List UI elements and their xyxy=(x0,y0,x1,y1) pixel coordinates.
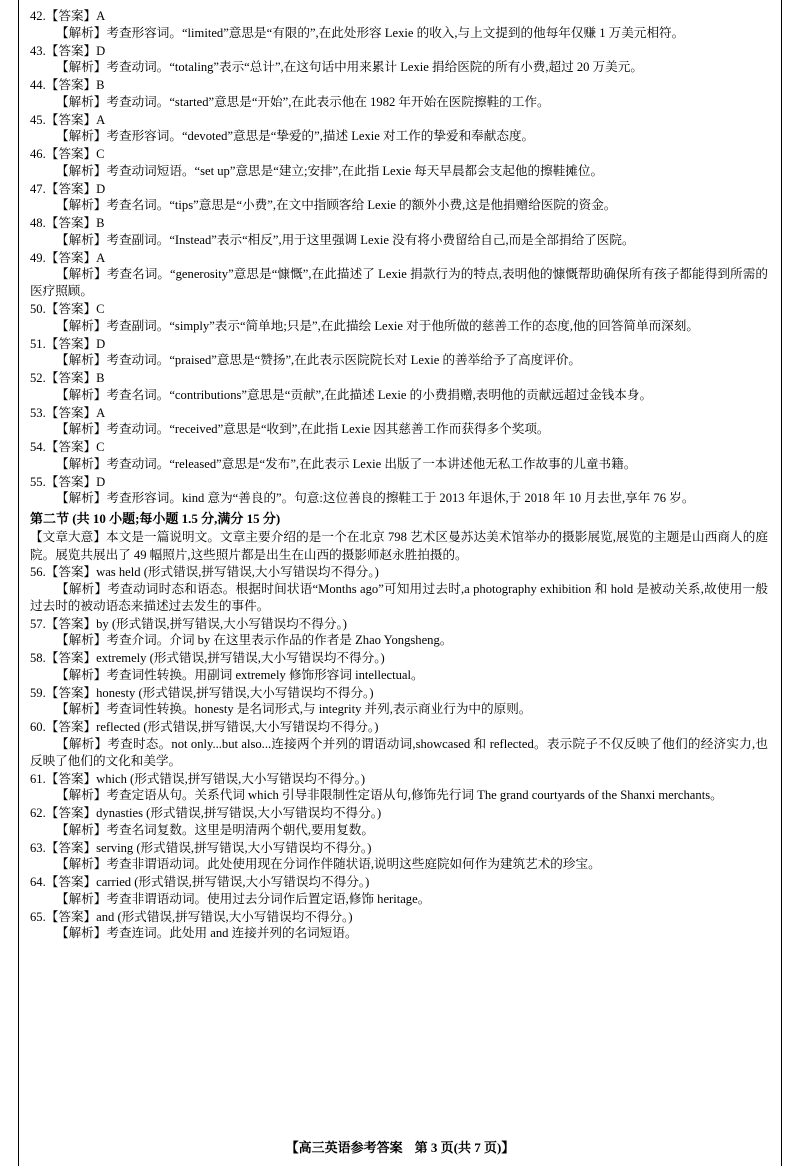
answer-value: B xyxy=(96,371,105,385)
answer-line xyxy=(30,370,768,387)
answer-tag: 【答案】 xyxy=(45,181,97,196)
answer-item xyxy=(30,112,768,146)
explanation-text: 考查形容词。kind 意为“善良的”。句意:这位善良的擦鞋工于 2013 年退休,于 2018 年 10 月去世,享年 76 岁。 xyxy=(106,491,695,505)
answer-item xyxy=(30,301,768,335)
answer-tag: 【答案】 xyxy=(45,250,97,265)
explanation-tag: 【解析】 xyxy=(56,822,107,837)
answer-value: honesty (形式错误,拼写错误,大小写错误均不得分。) xyxy=(96,685,374,700)
explanation-line xyxy=(30,94,768,111)
answer-item xyxy=(30,650,768,684)
explanation-tag: 【解析】 xyxy=(56,318,107,333)
explanation-text: 考查名词复数。这里是明清两个朝代,要用复数。 xyxy=(106,822,374,837)
answer-tag: 【答案】 xyxy=(45,405,97,420)
item-number: 64. xyxy=(30,875,46,889)
footer-title: 【高三英语参考答案 xyxy=(285,1140,403,1155)
explanation-tag: 【解析】 xyxy=(56,491,107,505)
answer-value: which (形式错误,拼写错误,大小写错误均不得分。) xyxy=(96,771,366,786)
explanation-line xyxy=(30,736,768,770)
answer-item xyxy=(30,336,768,370)
explanation-tag: 【解析】 xyxy=(56,25,107,40)
explanation-text: 考查动词。“started”意思是“开始”,在此表示他在 1982 年开始在医院擦鞋的工作。 xyxy=(106,94,550,109)
explanation-tag: 【解析】 xyxy=(56,456,107,471)
answer-item xyxy=(30,840,768,874)
section-heading: 第二节 (共 10 小题;每小题 1.5 分,满分 15 分) xyxy=(30,511,281,526)
explanation-text: 考查词性转换。用副词 extremely 修饰形容词 intellectual。 xyxy=(106,667,424,682)
item-number: 62. xyxy=(30,806,46,820)
item-number: 53. xyxy=(30,405,46,420)
explanation-line xyxy=(30,421,768,438)
answer-tag: 【答案】 xyxy=(45,840,97,855)
answer-line xyxy=(30,112,768,129)
answer-tag: 【答案】 xyxy=(45,909,97,924)
answer-line xyxy=(30,77,768,94)
explanation-text: 考查动词。“received”意思是“收到”,在此指 Lexie 因其慈善工作而获得多个奖项。 xyxy=(106,422,550,436)
explanation-tag: 【解析】 xyxy=(56,232,107,247)
answer-item xyxy=(30,616,768,650)
item-number: 44. xyxy=(30,78,46,92)
answer-line xyxy=(30,439,768,456)
explanation-line xyxy=(30,490,768,507)
explanation-text: 考查形容词。“limited”意思是“有限的”,在此处形容 Lexie 的收入,与上文提到的他每年仅赚 1 万美元相符。 xyxy=(106,25,685,40)
answer-line xyxy=(30,805,768,822)
answer-value: A xyxy=(96,112,106,127)
passage-summary: 【文章大意】本文是一篇说明文。文章主要介绍的是一个在北京 798 艺术区曼苏达美术馆举办的摄影展览,展览的主题是山西商人的庭院。展览共展出了 49 幅照片,这些照片都是出生在山西的摄影师赵永胜拍摄的。 xyxy=(30,530,768,562)
answer-item xyxy=(30,564,768,615)
answer-item xyxy=(30,685,768,719)
item-number: 51. xyxy=(30,336,46,351)
explanation-tag: 【解析】 xyxy=(56,422,107,436)
answer-value: carried (形式错误,拼写错误,大小写错误均不得分。) xyxy=(96,875,370,889)
answer-value: C xyxy=(96,440,105,454)
answer-value: by (形式错误,拼写错误,大小写错误均不得分。) xyxy=(96,616,347,631)
explanation-tag: 【解析】 xyxy=(56,702,107,716)
answer-line xyxy=(30,146,768,163)
answer-item xyxy=(30,771,768,805)
footer-page-number: 第 3 页(共 7 页)】 xyxy=(414,1140,515,1155)
explanation-text: 考查动词。“praised”意思是“赞扬”,在此表示医院院长对 Lexie 的善举给予了高度评价。 xyxy=(106,353,582,367)
explanation-line xyxy=(30,59,768,76)
answer-item xyxy=(30,146,768,180)
answer-tag: 【答案】 xyxy=(45,302,97,316)
answer-tag: 【答案】 xyxy=(45,771,97,786)
answer-line xyxy=(30,685,768,702)
answer-tag: 【答案】 xyxy=(45,651,97,665)
explanation-line xyxy=(30,318,768,335)
explanation-text: 考查动词短语。“set up”意思是“建立;安排”,在此指 Lexie 每天早晨都会支起他的擦鞋摊位。 xyxy=(106,163,604,178)
answer-value: A xyxy=(96,250,106,265)
explanation-tag: 【解析】 xyxy=(56,353,107,367)
explanation-text: 考查形容词。“devoted”意思是“挚爱的”,描述 Lexie 对工作的挚爱和奉献态度。 xyxy=(106,129,535,143)
item-number: 48. xyxy=(30,216,46,230)
page-content xyxy=(26,8,774,942)
answer-item xyxy=(30,719,768,770)
answer-item xyxy=(30,474,768,508)
answer-item xyxy=(30,874,768,908)
answer-line xyxy=(30,250,768,267)
answer-tag: 【答案】 xyxy=(45,616,97,631)
explanation-line xyxy=(30,163,768,180)
answer-item xyxy=(30,77,768,111)
answer-value: D xyxy=(96,43,106,58)
answer-value: reflected (形式错误,拼写错误,大小写错误均不得分。) xyxy=(96,720,379,734)
item-number: 50. xyxy=(30,302,46,316)
item-number: 45. xyxy=(30,112,46,127)
explanation-text: 考查非谓语动词。此处使用现在分词作伴随状语,说明这些庭院如何作为建筑艺术的珍宝。 xyxy=(106,857,601,871)
explanation-line xyxy=(30,352,768,369)
answer-item xyxy=(30,405,768,439)
answer-value: extremely (形式错误,拼写错误,大小写错误均不得分。) xyxy=(96,651,385,665)
explanation-tag: 【解析】 xyxy=(56,667,107,682)
answer-line xyxy=(30,840,768,857)
explanation-tag: 【解析】 xyxy=(56,736,108,751)
explanation-tag: 【解析】 xyxy=(56,891,107,906)
answer-line xyxy=(30,719,768,736)
answer-tag: 【答案】 xyxy=(45,565,97,579)
explanation-line xyxy=(30,128,768,145)
item-number: 60. xyxy=(30,720,46,734)
answer-value: D xyxy=(96,181,106,196)
answer-line xyxy=(30,616,768,633)
explanation-line xyxy=(30,925,768,942)
explanation-text: 考查动词时态和语态。根据时间状语“Months ago”可知用过去时,a photography exhibition 和 hold 是被动关系,故使用一般过去时的被动语态来描述过去发生的事件。 xyxy=(30,581,768,613)
answer-line xyxy=(30,215,768,232)
item-number: 42. xyxy=(30,9,46,23)
answer-line xyxy=(30,474,768,491)
explanation-line xyxy=(30,822,768,839)
item-number: 55. xyxy=(30,474,46,489)
page-frame-left-rule xyxy=(18,0,19,1166)
answer-tag: 【答案】 xyxy=(45,9,97,23)
page-frame-right-rule xyxy=(781,0,782,1166)
item-number: 56. xyxy=(30,565,46,579)
answer-tag: 【答案】 xyxy=(45,875,97,889)
explanation-text: 考查动词。“totaling”表示“总计”,在这句话中用来累计 Lexie 捐给医院的所有小费,超过 20 万美元。 xyxy=(106,60,643,74)
answer-line xyxy=(30,301,768,318)
answer-line xyxy=(30,909,768,926)
answer-tag: 【答案】 xyxy=(45,216,97,230)
explanation-line xyxy=(30,266,768,300)
answer-line xyxy=(30,564,768,581)
answer-tag: 【答案】 xyxy=(45,720,97,734)
answer-tag: 【答案】 xyxy=(45,371,97,385)
explanation-line xyxy=(30,701,768,718)
answer-tag: 【答案】 xyxy=(45,336,97,351)
answer-line xyxy=(30,336,768,353)
explanation-text: 考查名词。“generosity”意思是“慷慨”,在此描述了 Lexie 捐款行为的特点,表明他的慷慨帮助确保所有孩子都能得到所需的医疗照顾。 xyxy=(30,267,768,298)
item-number: 47. xyxy=(30,181,46,196)
answer-item xyxy=(30,439,768,473)
answer-value: A xyxy=(96,9,106,23)
answer-line xyxy=(30,650,768,667)
answer-value: and (形式错误,拼写错误,大小写错误均不得分。) xyxy=(96,909,353,924)
answer-item xyxy=(30,8,768,42)
answer-tag: 【答案】 xyxy=(45,440,97,454)
explanation-tag: 【解析】 xyxy=(56,581,108,596)
explanation-line xyxy=(30,667,768,684)
answer-tag: 【答案】 xyxy=(45,112,97,127)
answer-item xyxy=(30,181,768,215)
answer-item xyxy=(30,370,768,404)
answer-tag: 【答案】 xyxy=(45,78,97,92)
explanation-tag: 【解析】 xyxy=(56,926,107,940)
answer-item xyxy=(30,43,768,77)
explanation-text: 考查非谓语动词。使用过去分词作后置定语,修饰 heritage。 xyxy=(106,891,431,906)
answer-value: C xyxy=(96,147,105,161)
item-number: 59. xyxy=(30,685,46,700)
item-number: 61. xyxy=(30,771,46,786)
item-number: 52. xyxy=(30,371,46,385)
explanation-tag: 【解析】 xyxy=(56,788,107,802)
answer-item xyxy=(30,909,768,943)
explanation-text: 考查副词。“simply”表示“简单地;只是”,在此描绘 Lexie 对于他所做的慈善工作的态度,他的回答简单而深刻。 xyxy=(106,318,699,333)
explanation-text: 考查介词。介词 by 在这里表示作品的作者是 Zhao Yongsheng。 xyxy=(106,633,453,647)
explanation-line xyxy=(30,891,768,908)
explanation-line xyxy=(30,787,768,804)
answer-item xyxy=(30,805,768,839)
answer-value: was held (形式错误,拼写错误,大小写错误均不得分。) xyxy=(96,565,379,579)
explanation-tag: 【解析】 xyxy=(56,387,107,402)
answer-line xyxy=(30,8,768,25)
answer-value: C xyxy=(96,302,105,316)
explanation-line xyxy=(30,581,768,615)
explanation-tag: 【解析】 xyxy=(56,857,107,871)
explanation-text: 考查名词。“tips”意思是“小费”,在文中指顾客给 Lexie 的额外小费,这是他捐赠给医院的资金。 xyxy=(106,198,617,212)
item-number: 58. xyxy=(30,651,46,665)
explanation-text: 考查副词。“Instead”表示“相反”,用于这里强调 Lexie 没有将小费留给自己,而是全部捐给了医院。 xyxy=(106,232,635,247)
explanation-tag: 【解析】 xyxy=(56,94,107,109)
explanation-line xyxy=(30,387,768,404)
explanation-line xyxy=(30,632,768,649)
explanation-text: 考查定语从句。关系代词 which 引导非限制性定语从句,修饰先行词 The grand courtyards of the Shanxi merchants。 xyxy=(106,788,723,802)
answer-line xyxy=(30,874,768,891)
explanation-line xyxy=(30,232,768,249)
answer-line xyxy=(30,771,768,788)
answer-value: D xyxy=(96,336,106,351)
explanation-tag: 【解析】 xyxy=(56,198,107,212)
answer-item xyxy=(30,250,768,301)
answer-item xyxy=(30,215,768,249)
answer-tag: 【答案】 xyxy=(45,43,97,58)
explanation-text: 考查连词。此处用 and 连接并列的名词短语。 xyxy=(106,926,358,940)
explanation-line xyxy=(30,197,768,214)
explanation-text: 考查名词。“contributions”意思是“贡献”,在此描述 Lexie 的小费捐赠,表明他的贡献远超过金钱本身。 xyxy=(106,387,653,402)
explanation-text: 考查词性转换。honesty 是名词形式,与 integrity 并列,表示商业行为中的原则。 xyxy=(106,702,532,716)
explanation-tag: 【解析】 xyxy=(56,267,107,281)
item-number: 57. xyxy=(30,616,46,631)
explanation-line xyxy=(30,25,768,42)
answer-line xyxy=(30,181,768,198)
explanation-text: 考查动词。“released”意思是“发布”,在此表示 Lexie 出版了一本讲述他无私工作故事的儿童书籍。 xyxy=(106,456,637,471)
explanation-tag: 【解析】 xyxy=(56,633,107,647)
item-number: 54. xyxy=(30,440,46,454)
explanation-tag: 【解析】 xyxy=(56,60,107,74)
answer-line xyxy=(30,405,768,422)
explanation-line xyxy=(30,456,768,473)
answer-tag: 【答案】 xyxy=(45,474,97,489)
answer-value: dynasties (形式错误,拼写错误,大小写错误均不得分。) xyxy=(96,806,382,820)
answer-value: D xyxy=(96,474,106,489)
item-number: 43. xyxy=(30,43,46,58)
item-number: 65. xyxy=(30,909,46,924)
answer-value: serving (形式错误,拼写错误,大小写错误均不得分。) xyxy=(96,840,372,855)
page-footer xyxy=(0,1137,800,1156)
explanation-tag: 【解析】 xyxy=(56,129,107,143)
answer-tag: 【答案】 xyxy=(45,806,97,820)
item-number: 63. xyxy=(30,840,46,855)
answer-line xyxy=(30,43,768,60)
explanation-line xyxy=(30,856,768,873)
explanation-tag: 【解析】 xyxy=(56,163,107,178)
item-number: 46. xyxy=(30,147,46,161)
answer-value: B xyxy=(96,216,105,230)
item-number: 49. xyxy=(30,250,46,265)
answer-tag: 【答案】 xyxy=(45,685,97,700)
answer-tag: 【答案】 xyxy=(45,147,97,161)
answer-value: A xyxy=(96,405,106,420)
answer-value: B xyxy=(96,78,105,92)
explanation-text: 考查时态。not only...but also...连接两个并列的谓语动词,showcased 和 reflected。表示院子不仅反映了他们的经济实力,也反映了他们的文化和美学。 xyxy=(30,736,768,768)
